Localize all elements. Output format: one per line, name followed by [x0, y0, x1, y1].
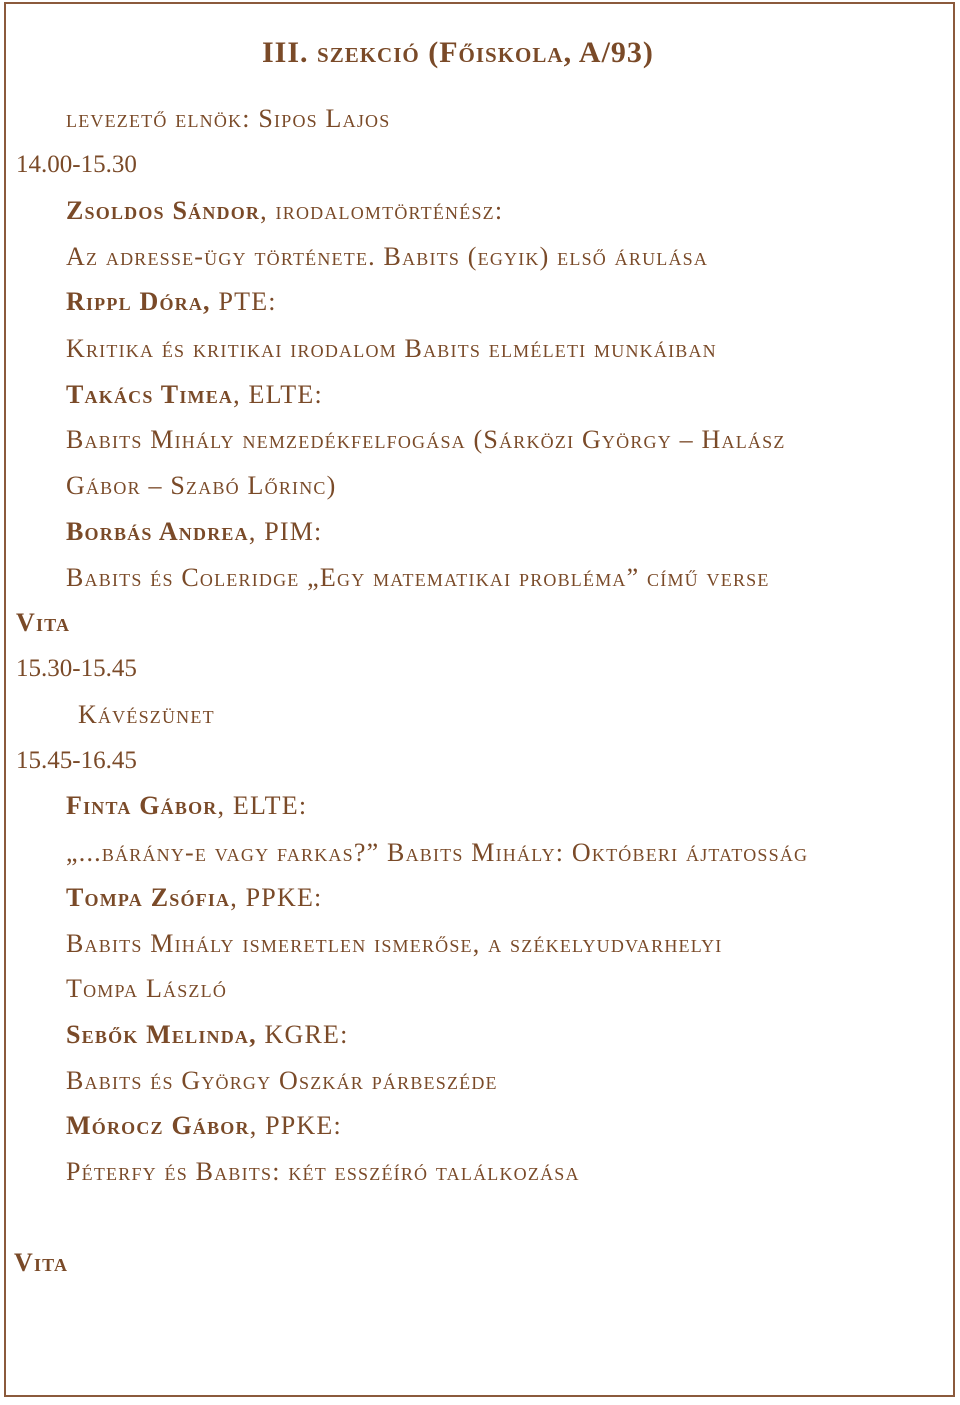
break-time: 15.30-15.45: [16, 655, 137, 682]
talk-speaker: [66, 791, 307, 821]
speaker-affil: PTE:: [210, 287, 277, 316]
speaker-name: Mórocz Gábor: [66, 1111, 250, 1140]
talk-speaker: [66, 380, 323, 410]
speaker-affil: , ELTE:: [217, 791, 308, 820]
talk-title: Babits és György Oszkár párbeszéde: [66, 1066, 498, 1095]
talk-title-line2: Tompa László: [66, 974, 228, 1003]
talk-speaker: [66, 517, 322, 547]
break-label: Kávészünet: [78, 700, 215, 729]
talk-title: Babits és Coleridge „Egy matematikai probléma” című verse: [66, 563, 770, 592]
talk-title-line1: Babits Mihály ismeretlen ismerőse, a székelyudvarhelyi: [66, 929, 723, 958]
talk-title: Kritika és kritikai irodalom Babits elméleti munkáiban: [66, 334, 717, 363]
discussion-label: Vita: [14, 1248, 69, 1277]
session2-time: 15.45-16.45: [16, 747, 137, 774]
speaker-affil: , PPKE:: [249, 1111, 342, 1140]
talk-title-line2: Gábor – Szabó Lőrinc): [66, 471, 337, 500]
speaker-name: Finta Gábor: [66, 791, 218, 820]
speaker-name: Takács Timea: [66, 380, 234, 409]
speaker-affil: KGRE:: [256, 1020, 349, 1049]
speaker-name: Sebők Melinda,: [66, 1020, 257, 1049]
speaker-name: Rippl Dóra,: [66, 287, 211, 316]
session1-time: 14.00-15.30: [16, 151, 137, 178]
talk-title-line1: Babits Mihály nemzedékfelfogása (Sárközi György – Halász: [66, 425, 786, 454]
speaker-name: Zsoldos Sándor: [66, 196, 261, 225]
speaker-name: Borbás Andrea: [66, 517, 249, 546]
discussion-label: Vita: [16, 608, 71, 637]
speaker-affil: , PPKE:: [230, 883, 323, 912]
talk-speaker: [66, 883, 322, 913]
talk-title: „...bárány-e vagy farkas?” Babits Mihály: Októberi ájtatosság: [66, 838, 809, 867]
talk-speaker: [66, 196, 503, 226]
speaker-affil: , irodalomtörténész:: [260, 196, 504, 225]
talk-title: Péterfy és Babits: két esszéíró találkozása: [66, 1157, 580, 1186]
chair-line: levezető elnök: Sipos Lajos: [66, 104, 391, 133]
speaker-name: Tompa Zsófia: [66, 883, 231, 912]
talk-speaker: [66, 1111, 342, 1141]
talk-speaker: [66, 1020, 349, 1050]
section-title: III. szekció (Főiskola, A/93): [262, 36, 654, 69]
speaker-affil: , ELTE:: [233, 380, 323, 409]
talk-speaker: [66, 287, 277, 317]
speaker-affil: , PIM:: [248, 517, 323, 546]
talk-title: Az adresse-ügy története. Babits (egyik) első árulása: [66, 242, 709, 271]
